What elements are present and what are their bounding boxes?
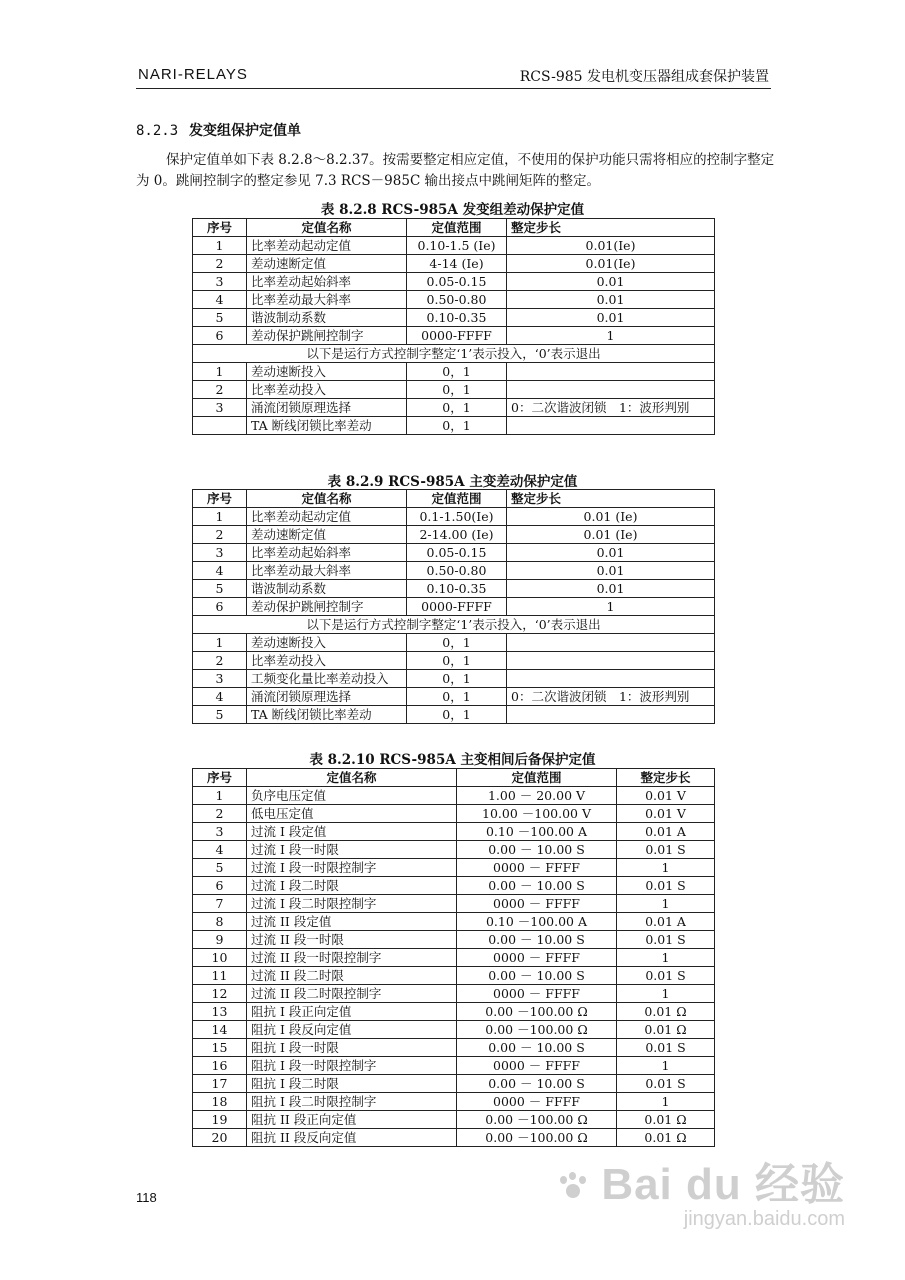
table2-caption: 表 8.2.9 RCS-985A 主变差动保护定值 <box>327 474 578 490</box>
table-cell: 0，1 <box>407 399 507 417</box>
table-cell: 0.00 －100.00 Ω <box>457 1021 617 1039</box>
table-cell: 涌流闭锁原理选择 <box>247 688 407 706</box>
table-row <box>193 417 715 435</box>
table-row <box>193 1111 715 1129</box>
table-cell: 0000 － FFFF <box>457 949 617 967</box>
table-cell: 1 <box>617 985 715 1003</box>
table1-header-row <box>193 219 715 237</box>
table-row <box>193 967 715 985</box>
table-cell: 0.50-0.80 <box>407 562 507 580</box>
table-cell: 0，1 <box>407 652 507 670</box>
table-cell: 比率差动最大斜率 <box>247 562 407 580</box>
table-cell: 0：二次谐波闭锁 1：波形判别 <box>507 688 715 706</box>
table2 <box>192 489 715 724</box>
table-cell: 15 <box>193 1039 247 1057</box>
table-cell: 2 <box>193 381 247 399</box>
watermark <box>558 1148 845 1231</box>
table-cell: 4 <box>193 562 247 580</box>
table-cell: 3 <box>193 399 247 417</box>
table-cell: 14 <box>193 1021 247 1039</box>
table-cell: 0，1 <box>407 363 507 381</box>
table-cell: 比率差动投入 <box>247 381 407 399</box>
table-row <box>193 895 715 913</box>
table-cell: 涌流闭锁原理选择 <box>247 399 407 417</box>
table-cell: 13 <box>193 1003 247 1021</box>
table-row <box>193 841 715 859</box>
table-cell: 2 <box>193 255 247 273</box>
table-cell: 1 <box>193 508 247 526</box>
table-cell: 0.10-1.5 (Ie) <box>407 237 507 255</box>
table-cell: 1 <box>617 949 715 967</box>
table-cell: 0，1 <box>407 670 507 688</box>
table-row <box>193 273 715 291</box>
table-cell: 0.00 －100.00 Ω <box>457 1129 617 1147</box>
table-cell <box>507 417 715 435</box>
table-cell: 差动保护跳闸控制字 <box>247 327 407 345</box>
column-header: 定值范围 <box>407 490 507 508</box>
table-row <box>193 598 715 616</box>
table-row <box>193 823 715 841</box>
table-cell: 18 <box>193 1093 247 1111</box>
table-cell: 0.00 － 10.00 S <box>457 967 617 985</box>
table-cell: 10.00 －100.00 V <box>457 805 617 823</box>
table-cell: 0.01 A <box>617 913 715 931</box>
table-cell: 16 <box>193 1057 247 1075</box>
table-cell: 12 <box>193 985 247 1003</box>
table-cell: 0.00 －100.00 Ω <box>457 1111 617 1129</box>
table-cell: 0.00 － 10.00 S <box>457 1039 617 1057</box>
table-cell: 20 <box>193 1129 247 1147</box>
table-cell: 4 <box>193 841 247 859</box>
table-cell: 0000 － FFFF <box>457 985 617 1003</box>
table-cell: 过流 II 段一时限控制字 <box>247 949 457 967</box>
watermark-url: jingyan.baidu.com <box>683 1208 845 1230</box>
column-header: 整定步长 <box>507 219 715 237</box>
table-cell: 11 <box>193 967 247 985</box>
table-cell: 5 <box>193 580 247 598</box>
table-cell <box>507 363 715 381</box>
table-cell: 8 <box>193 913 247 931</box>
table-cell: 0.10 －100.00 A <box>457 913 617 931</box>
table-row <box>193 931 715 949</box>
table1-caption: 表 8.2.8 RCS-985A 发变组差动保护定值 <box>320 202 585 218</box>
table-cell: 6 <box>193 327 247 345</box>
table-cell: 差动速断投入 <box>247 363 407 381</box>
table-cell: 差动速断投入 <box>247 634 407 652</box>
table-cell: 0，1 <box>407 706 507 724</box>
note-row <box>193 616 715 634</box>
table-cell: 10 <box>193 949 247 967</box>
table-cell: 0，1 <box>407 381 507 399</box>
table-cell <box>193 417 247 435</box>
table-cell: 2 <box>193 526 247 544</box>
watermark-logo-text: Bai du 经验 <box>601 1160 845 1209</box>
table-cell: 1 <box>617 895 715 913</box>
intro-paragraph: 保护定值单如下表 8.2.8～8.2.37。按需要整定相应定值，不使用的保护功能只需将相应的控制字整定为 0。跳闸控制字的整定参见 7.3 RCS－985C 输出接点中跳闸矩阵的整定。 <box>136 152 775 189</box>
table-cell: 0.01 S <box>617 1039 715 1057</box>
table-row <box>193 985 715 1003</box>
table-cell: 过流 I 段二时限控制字 <box>247 895 457 913</box>
table-cell: 阻抗 I 段一时限 <box>247 1039 457 1057</box>
table-cell: 7 <box>193 895 247 913</box>
table-row <box>193 363 715 381</box>
table-cell: 0.01 (Ie) <box>507 508 715 526</box>
table-cell: 阻抗 I 段反向定值 <box>247 1021 457 1039</box>
table-cell: 负序电压定值 <box>247 787 457 805</box>
table-cell: 阻抗 I 段二时限 <box>247 1075 457 1093</box>
table2-header-row <box>193 490 715 508</box>
column-header: 定值名称 <box>247 219 407 237</box>
table3-header-row <box>193 769 715 787</box>
column-header: 序号 <box>193 219 247 237</box>
column-header: 定值范围 <box>457 769 617 787</box>
table-cell: 1 <box>507 327 715 345</box>
table-cell: 过流 I 段一时限控制字 <box>247 859 457 877</box>
table-cell: 阻抗 I 段二时限控制字 <box>247 1093 457 1111</box>
table-row <box>193 1057 715 1075</box>
table-cell: 6 <box>193 598 247 616</box>
table-cell: 比率差动起始斜率 <box>247 273 407 291</box>
table-row <box>193 562 715 580</box>
table-cell: 0000 － FFFF <box>457 1093 617 1111</box>
table-cell: 0.10-0.35 <box>407 309 507 327</box>
table-cell: 差动保护跳闸控制字 <box>247 598 407 616</box>
table-cell: 0.01 <box>507 562 715 580</box>
table-row <box>193 1003 715 1021</box>
table-row <box>193 327 715 345</box>
table3-caption: 表 8.2.10 RCS-985A 主变相间后备保护定值 <box>309 752 596 768</box>
watermark-logo <box>558 1148 845 1212</box>
table-cell: 1 <box>193 237 247 255</box>
page-number: 118 <box>136 1190 157 1205</box>
table-cell: 0.05-0.15 <box>407 273 507 291</box>
table-cell: 0.01 <box>507 544 715 562</box>
table-row <box>193 1039 715 1057</box>
table-cell: 6 <box>193 877 247 895</box>
table-cell: 0.10-0.35 <box>407 580 507 598</box>
table-cell: 阻抗 II 段正向定值 <box>247 1111 457 1129</box>
table-cell: 0.01(Ie) <box>507 237 715 255</box>
section-heading <box>136 120 301 140</box>
table-cell: 0.01 S <box>617 841 715 859</box>
header-left: NARI-RELAYS <box>138 66 248 83</box>
table-cell: 0.01 S <box>617 931 715 949</box>
column-header: 定值名称 <box>247 490 407 508</box>
table-cell <box>507 634 715 652</box>
table-cell: 3 <box>193 544 247 562</box>
note-cell: 以下是运行方式控制字整定‘1’表示投入，‘0’表示退出 <box>193 616 715 634</box>
table-cell: 2 <box>193 805 247 823</box>
table-cell: 17 <box>193 1075 247 1093</box>
table-cell: 0000 － FFFF <box>457 859 617 877</box>
table-cell <box>507 652 715 670</box>
table-cell: 1 <box>507 598 715 616</box>
table-cell: 过流 II 段二时限控制字 <box>247 985 457 1003</box>
table-cell <box>507 706 715 724</box>
table-cell: 0.00 － 10.00 S <box>457 1075 617 1093</box>
table-cell: 过流 II 段一时限 <box>247 931 457 949</box>
column-header: 整定步长 <box>617 769 715 787</box>
table-cell: 谐波制动系数 <box>247 580 407 598</box>
table-cell: 谐波制动系数 <box>247 309 407 327</box>
table-row <box>193 805 715 823</box>
table-cell: 0.05-0.15 <box>407 544 507 562</box>
column-header: 序号 <box>193 769 247 787</box>
table-cell: 0.00 － 10.00 S <box>457 877 617 895</box>
table-cell: 0，1 <box>407 634 507 652</box>
table-row <box>193 1075 715 1093</box>
table-cell: 过流 I 段一时限 <box>247 841 457 859</box>
table-row <box>193 237 715 255</box>
table-row <box>193 787 715 805</box>
column-header: 序号 <box>193 490 247 508</box>
note-row <box>193 345 715 363</box>
table-cell: 9 <box>193 931 247 949</box>
table-cell: 阻抗 I 段正向定值 <box>247 1003 457 1021</box>
table-cell: 0.01(Ie) <box>507 255 715 273</box>
table-cell: 0.01 A <box>617 823 715 841</box>
table-cell <box>507 381 715 399</box>
table-row <box>193 255 715 273</box>
table-row <box>193 1093 715 1111</box>
table-row <box>193 309 715 327</box>
table-cell: 0：二次谐波闭锁 1：波形判别 <box>507 399 715 417</box>
table-cell: 低电压定值 <box>247 805 457 823</box>
table-row <box>193 1021 715 1039</box>
table-cell: 0.01 V <box>617 805 715 823</box>
table-cell: 1 <box>193 787 247 805</box>
table-cell: 差动速断定值 <box>247 526 407 544</box>
table-row <box>193 670 715 688</box>
table-cell: 0.00 －100.00 Ω <box>457 1003 617 1021</box>
section-title: 发变组保护定值单 <box>189 123 302 139</box>
table-cell: 0.01 <box>507 273 715 291</box>
table-cell: 19 <box>193 1111 247 1129</box>
header-rule <box>136 88 771 89</box>
table-cell: 2 <box>193 652 247 670</box>
table-cell: 4 <box>193 688 247 706</box>
table-cell: 0.01 Ω <box>617 1111 715 1129</box>
table-cell: 0，1 <box>407 688 507 706</box>
table3 <box>192 768 715 1147</box>
note-cell: 以下是运行方式控制字整定‘1’表示投入，‘0’表示退出 <box>193 345 715 363</box>
table-row <box>193 949 715 967</box>
table-cell: 1.00 － 20.00 V <box>457 787 617 805</box>
table-cell: 0.01 V <box>617 787 715 805</box>
table-cell: 1 <box>193 363 247 381</box>
table-row <box>193 381 715 399</box>
table-cell: TA 断线闭锁比率差动 <box>247 417 407 435</box>
table-cell: 1 <box>617 859 715 877</box>
table-cell: 工频变化量比率差动投入 <box>247 670 407 688</box>
column-header: 定值名称 <box>247 769 457 787</box>
table-cell: 0.00 － 10.00 S <box>457 931 617 949</box>
table-row <box>193 508 715 526</box>
table-cell: 3 <box>193 823 247 841</box>
table-row <box>193 634 715 652</box>
table-cell: 比率差动起动定值 <box>247 237 407 255</box>
table-cell: 0.10 －100.00 A <box>457 823 617 841</box>
table-cell: 0.01 Ω <box>617 1129 715 1147</box>
table-cell: 0，1 <box>407 417 507 435</box>
table-row <box>193 706 715 724</box>
table-cell: 0000 － FFFF <box>457 1057 617 1075</box>
table-cell: 比率差动起动定值 <box>247 508 407 526</box>
table-row <box>193 526 715 544</box>
table-cell: 0.01 S <box>617 967 715 985</box>
table-cell: 0.50-0.80 <box>407 291 507 309</box>
table-cell: 0.01 <box>507 291 715 309</box>
table-row <box>193 688 715 706</box>
table-row <box>193 1129 715 1147</box>
table-cell: 5 <box>193 706 247 724</box>
table-row <box>193 399 715 417</box>
table-cell: 5 <box>193 859 247 877</box>
table-cell: 1 <box>193 634 247 652</box>
table-cell: 0.01 Ω <box>617 1021 715 1039</box>
column-header: 整定步长 <box>507 490 715 508</box>
table-row <box>193 291 715 309</box>
table-cell: 1 <box>617 1093 715 1111</box>
table-cell: 2-14.00 (Ie) <box>407 526 507 544</box>
table-cell: 比率差动投入 <box>247 652 407 670</box>
table-cell: 0000 － FFFF <box>457 895 617 913</box>
table-row <box>193 652 715 670</box>
table1 <box>192 218 715 435</box>
table-cell: TA 断线闭锁比率差动 <box>247 706 407 724</box>
paw-icon <box>558 1172 588 1202</box>
table-cell: 比率差动最大斜率 <box>247 291 407 309</box>
table-row <box>193 913 715 931</box>
table-cell: 1 <box>617 1057 715 1075</box>
table-cell: 过流 I 段定值 <box>247 823 457 841</box>
table-cell: 过流 II 段定值 <box>247 913 457 931</box>
table-cell: 4 <box>193 291 247 309</box>
table-cell: 4-14 (Ie) <box>407 255 507 273</box>
table-cell: 阻抗 II 段反向定值 <box>247 1129 457 1147</box>
section-number: 8.2.3 <box>136 123 179 139</box>
table-cell: 0.00 － 10.00 S <box>457 841 617 859</box>
table-cell: 0.01 S <box>617 877 715 895</box>
table-cell: 差动速断定值 <box>247 255 407 273</box>
table-cell: 3 <box>193 670 247 688</box>
table-cell: 0.01 <box>507 309 715 327</box>
table-cell: 0.01 (Ie) <box>507 526 715 544</box>
header-right: RCS-985 发电机变压器组成套保护装置 <box>519 69 769 85</box>
table-row <box>193 877 715 895</box>
table-row <box>193 544 715 562</box>
table-cell: 阻抗 I 段一时限控制字 <box>247 1057 457 1075</box>
table-cell: 过流 I 段二时限 <box>247 877 457 895</box>
table-row <box>193 859 715 877</box>
table-cell: 0.01 Ω <box>617 1003 715 1021</box>
table-cell: 0.01 S <box>617 1075 715 1093</box>
table-cell: 0.01 <box>507 580 715 598</box>
table-cell: 0000-FFFF <box>407 598 507 616</box>
table-cell: 0000-FFFF <box>407 327 507 345</box>
table-cell: 3 <box>193 273 247 291</box>
table-cell <box>507 670 715 688</box>
table-cell: 0.1-1.50(Ie) <box>407 508 507 526</box>
table-row <box>193 580 715 598</box>
table-cell: 过流 II 段二时限 <box>247 967 457 985</box>
column-header: 定值范围 <box>407 219 507 237</box>
table-cell: 5 <box>193 309 247 327</box>
table-cell: 比率差动起始斜率 <box>247 544 407 562</box>
